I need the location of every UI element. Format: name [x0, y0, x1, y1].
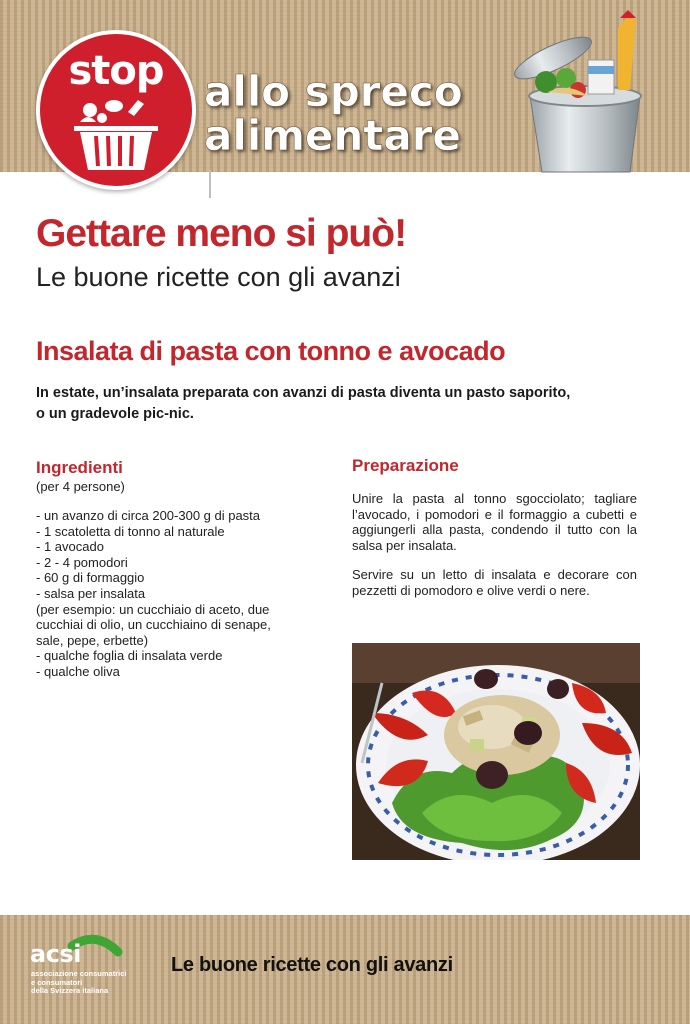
preparation-heading: Preparazione [352, 456, 459, 475]
preparation-paragraph-2: Servire su un letto di insalata e decorare con pezzetti di pomodoro e olive verdi o nere. [352, 567, 637, 598]
list-item: (per esempio: un cucchiaio di aceto, due cucchiai di olio, un cucchiaino di senape, sale, pepe, erbette) [36, 601, 271, 648]
recipe-intro [36, 383, 596, 425]
list-item: - 1 avocado [36, 539, 104, 555]
recipe-title: Insalata di pasta con tonno e avocado [36, 336, 506, 366]
trash-bin-icon [70, 98, 162, 172]
recipe-intro-line2: o un gradevole pic-nic. [36, 406, 194, 422]
header-divider [209, 170, 211, 198]
food-bucket-illustration [508, 8, 658, 174]
acsi-tagline-2: e consumatori [31, 977, 83, 987]
acsi-tagline-1: associazione consumatrici [31, 969, 127, 978]
list-item: - 1 scatoletta di tonno al naturale [36, 523, 225, 539]
list-item: - un avanzo di circa 200-300 g di pasta [36, 508, 261, 523]
page-subtitle: Le buone ricette con gli avanzi [36, 262, 401, 292]
list-item: - salsa per insalata [36, 585, 146, 601]
page-title: Gettare meno si può! [36, 212, 407, 255]
list-item: - qualche oliva [36, 663, 120, 679]
ingredients-servings: (per 4 persone) [36, 479, 125, 494]
recipe-intro-line1: In estate, un’insalata preparata con avanzi di pasta diventa un pasto saporito, [36, 385, 571, 401]
stop-label: stop [68, 48, 164, 94]
recipe-photo [352, 643, 640, 860]
acsi-tagline-3: della Svizzera italiana [31, 986, 109, 995]
header-title-line1: allo spreco [204, 67, 463, 116]
list-item: - 60 g di formaggio [36, 570, 145, 586]
ingredients-heading: Ingredienti [36, 458, 123, 477]
footer-title: Le buone ricette con gli avanzi [171, 954, 453, 976]
preparation-paragraph-1: Unire la pasta al tonno sgocciolato; tagliare l’avocado, i pomodori e il formaggio a cubetti e aggiungerli alla pasta, condendo il tutto con la salsa per insalata. [352, 491, 637, 553]
ingredients-list [36, 508, 301, 680]
stop-logo [36, 30, 196, 190]
list-item: - qualche foglia di insalata verde [36, 648, 223, 664]
acsi-logo-tagline [31, 970, 126, 996]
list-item: - 2 - 4 pomodori [36, 554, 128, 570]
header-title [204, 67, 463, 160]
header-title-line2: alimentare [204, 111, 461, 160]
acsi-logo-text: acsi [30, 940, 81, 968]
